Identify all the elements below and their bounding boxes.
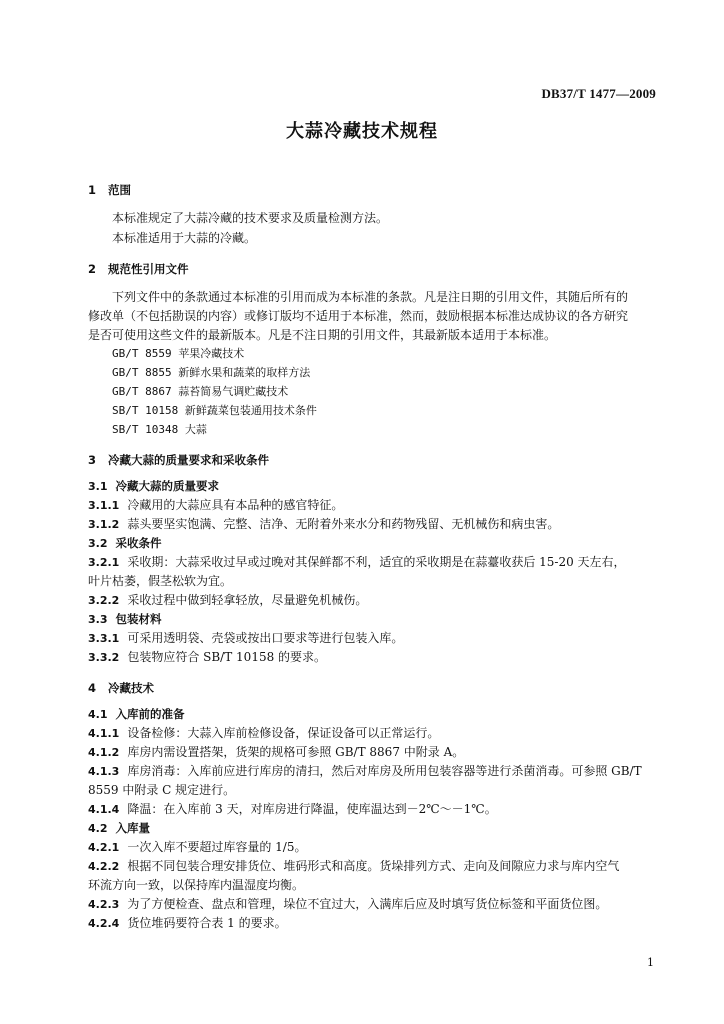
section-title: 范围 — [108, 183, 132, 197]
subsection-heading — [88, 478, 658, 495]
clause-continuation: 叶片枯萎，假茎松软为宜。 — [88, 574, 233, 588]
clause-text: 一次入库不要超过库容量的 1/5。 — [127, 840, 307, 854]
clause-number: 4.1 — [88, 708, 108, 721]
clause — [88, 497, 658, 514]
clause — [88, 896, 658, 913]
clause-text: 采收期：大蒜采收过早或过晚对其保鲜都不利，适宜的采收期是在蒜薹收获后 15-20 天左右， — [127, 555, 626, 569]
clause — [88, 858, 658, 875]
standard-code: DB37/T 1477—2009 — [541, 86, 656, 101]
page-number: 1 — [647, 956, 654, 969]
clause-text: 采收过程中做到轻拿轻放，尽量避免机械伤。 — [127, 593, 368, 607]
clause — [88, 649, 658, 666]
clause-text: 库房消毒：入库前应进行库房的清扫，然后对库房及所用包装容器等进行杀菌消毒。可参照 GB/T — [127, 764, 642, 778]
clause-text: 包装物应符合 SB/T 10158 的要求。 — [127, 650, 327, 664]
section-number: 4 — [88, 681, 97, 695]
paragraph: 下列文件中的条款通过本标准的引用而成为本标准的条款。凡是注日期的引用文件，其随后所有的 — [112, 290, 629, 304]
paragraph: 修改单（不包括勘误的内容）或修订版均不适用于本标准，然而，鼓励根据本标准达成协议的各方研究 — [88, 309, 629, 323]
clause-text: 降温：在入库前 3 天，对库房进行降温，使库温达到－2℃～－1℃。 — [127, 802, 497, 816]
clause-number: 3.3.1 — [88, 632, 120, 645]
subsection-heading — [88, 820, 658, 837]
clause-number: 4.1.3 — [88, 765, 120, 778]
clause-number: 3.2 — [88, 537, 108, 550]
clause-number: 4.1.4 — [88, 803, 120, 816]
clause-number: 4.2.1 — [88, 841, 120, 854]
reference-item: GB/T 8867 蒜苔简易气调贮藏技术 — [112, 385, 289, 398]
section-number: 3 — [88, 453, 97, 467]
page-title: 大蒜冷藏技术规程 — [286, 121, 438, 142]
clause — [88, 630, 658, 647]
reference-item: SB/T 10158 新鲜蔬菜包装通用技术条件 — [112, 404, 317, 417]
clause — [88, 763, 658, 780]
clause — [88, 554, 658, 571]
section-title: 规范性引用文件 — [108, 262, 189, 276]
clause — [88, 801, 658, 818]
clause-number: 4.2.2 — [88, 860, 120, 873]
section-heading-1 — [88, 182, 658, 198]
reference-item: GB/T 8559 苹果冷藏技术 — [112, 347, 245, 360]
subsection-title: 冷藏大蒜的质量要求 — [115, 479, 219, 493]
clause-number: 4.2.3 — [88, 898, 120, 911]
subsection-title: 入库前的准备 — [115, 707, 185, 721]
clause-text: 可采用透明袋、壳袋或按出口要求等进行包装入库。 — [127, 631, 404, 645]
clause-number: 3.3.2 — [88, 651, 120, 664]
clause-number: 3.1 — [88, 480, 108, 493]
clause-text: 为了方便检查、盘点和管理，垛位不宜过大，入满库后应及时填写货位标签和平面货位图。 — [127, 897, 608, 911]
subsection-title: 采收条件 — [115, 536, 162, 550]
clause-number: 4.2.4 — [88, 917, 120, 930]
subsection-title: 入库量 — [115, 821, 150, 835]
section-heading-3 — [88, 452, 658, 468]
section-title: 冷藏技术 — [108, 681, 155, 695]
clause-number: 3.3 — [88, 613, 108, 626]
section-heading-4 — [88, 680, 658, 696]
paragraph: 是否可使用这些文件的最新版本。凡是不注日期的引用文件，其最新版本适用于本标准。 — [88, 328, 557, 342]
clause — [88, 592, 658, 609]
clause — [88, 915, 658, 932]
clause-number: 4.1.2 — [88, 746, 120, 759]
clause-text: 根据不同包装合理安排货位、堆码形式和高度。货垛排列方式、走向及间隙应力求与库内空气 — [127, 859, 620, 873]
clause-number: 3.2.2 — [88, 594, 120, 607]
clause-text: 库房内需设置搭架，货架的规格可参照 GB/T 8867 中附录 A。 — [127, 745, 465, 759]
subsection-title: 包装材料 — [115, 612, 162, 626]
clause-continuation: 8559 中附录 C 规定进行。 — [88, 783, 236, 797]
clause-number: 4.1.1 — [88, 727, 120, 740]
clause-number: 3.1.1 — [88, 499, 120, 512]
clause — [88, 725, 658, 742]
clause-text: 货位堆码要符合表 1 的要求。 — [127, 916, 287, 930]
paragraph: 本标准规定了大蒜冷藏的技术要求及质量检测方法。 — [112, 211, 389, 225]
section-number: 1 — [88, 183, 97, 197]
clause-text: 设备检修：大蒜入库前检修设备，保证设备可以正常运行。 — [127, 726, 440, 740]
clause-text: 冷藏用的大蒜应具有本品种的感官特征。 — [127, 498, 344, 512]
clause-text: 蒜头要坚实饱满、完整、洁净、无附着外来水分和药物残留、无机械伤和病虫害。 — [127, 517, 560, 531]
section-title: 冷藏大蒜的质量要求和采收条件 — [108, 453, 270, 467]
reference-item: SB/T 10348 大蒜 — [112, 423, 207, 436]
clause-number: 4.2 — [88, 822, 108, 835]
reference-item: GB/T 8855 新鲜水果和蔬菜的取样方法 — [112, 366, 311, 379]
subsection-heading — [88, 535, 658, 552]
paragraph: 本标准适用于大蒜的冷藏。 — [112, 231, 257, 245]
clause-number: 3.1.2 — [88, 518, 120, 531]
section-heading-2 — [88, 261, 658, 277]
clause-continuation: 环流方向一致，以保持库内温湿度均衡。 — [88, 878, 305, 892]
clause — [88, 839, 658, 856]
section-number: 2 — [88, 262, 97, 276]
subsection-heading — [88, 706, 658, 723]
clause — [88, 744, 658, 761]
clause-number: 3.2.1 — [88, 556, 120, 569]
clause — [88, 516, 658, 533]
subsection-heading — [88, 611, 658, 628]
